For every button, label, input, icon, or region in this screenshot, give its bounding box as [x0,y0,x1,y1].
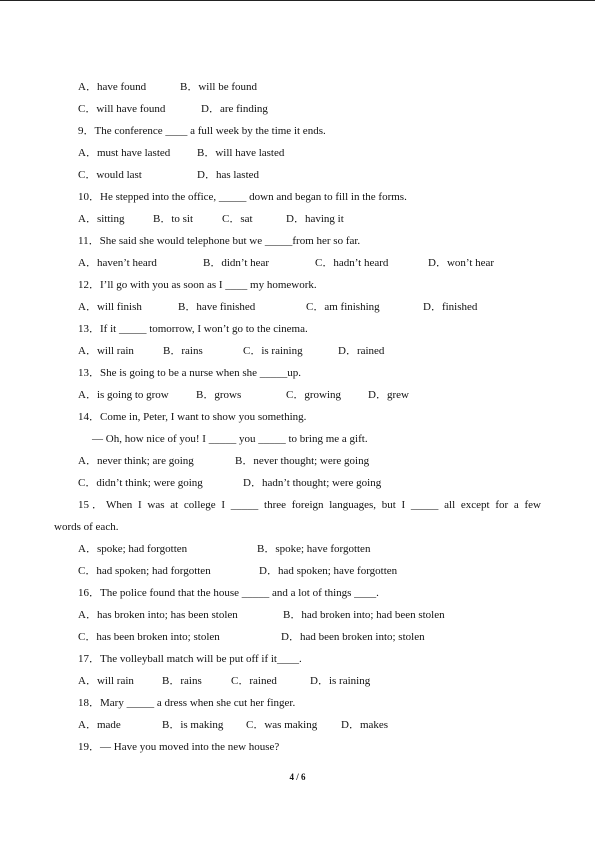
answer-option: D．makes [341,719,389,731]
answer-option: A．will rain [78,675,134,687]
line-text: 13．If it _____ tomorrow, I won’t go to the cinema. [78,323,308,335]
answer-option: A．sitting [78,213,125,225]
answer-option: D．had been broken into; stolen [281,631,425,643]
answer-option: B．have finished [178,301,256,313]
page-number: 4 / 6 [289,772,306,782]
answer-option: A．have found [78,81,147,93]
answer-option: B．rains [163,345,203,357]
answer-option: C．hadn’t heard [315,257,389,269]
answer-option: D．grew [368,389,409,401]
answer-option: C．will have found [78,103,166,115]
answer-option: D．are finding [201,103,268,115]
line-text: — Oh, how nice of you! I _____ you _____ to bring me a gift. [92,433,368,445]
line-text: 15．When I was at college I _____ three foreign languages, but I _____ all except for a few [78,499,541,511]
line-text: 19．— Have you moved into the new house? [78,741,280,753]
answer-option: B．didn’t hear [203,257,270,269]
answer-option: A．must have lasted [78,147,171,159]
answer-option: B．had broken into; had been stolen [283,609,445,621]
answer-option: B．rains [162,675,202,687]
line-text: 12．I’ll go with you as soon as I ____ my homework. [78,279,317,291]
line-text: 18．Mary _____ a dress when she cut her finger. [78,697,296,709]
answer-option: C．was making [246,719,318,731]
answer-option: A．will rain [78,345,134,357]
answer-option: B．is making [162,719,224,731]
answer-option: D．has lasted [197,169,260,181]
answer-option: B．to sit [153,213,194,225]
line-text: 10．He stepped into the office, _____ down and began to fill in the forms. [78,191,407,203]
line-text: 16．The police found that the house _____ and a lot of things ____. [78,587,379,599]
answer-option: C．would last [78,169,142,181]
answer-option: A．haven’t heard [78,257,157,269]
answer-option: C．is raining [243,345,303,357]
answer-option: D．finished [423,301,478,313]
answer-option: A．made [78,719,121,731]
answer-option: B．spoke; have forgotten [257,543,371,555]
line-text: words of each. [54,521,119,533]
answer-option: A．has broken into; has been stolen [78,609,238,621]
answer-option: A．will finish [78,301,142,313]
top-border-rule [0,0,595,1]
line-text: 13．She is going to be a nurse when she _____up. [78,367,302,379]
answer-option: C．growing [286,389,341,401]
answer-option: B．never thought; were going [235,455,370,467]
answer-option: C．rained [231,675,277,687]
answer-option: A．spoke; had forgotten [78,543,188,555]
line-text: 11．She said she would telephone but we _____from her so far. [78,235,361,247]
answer-option: D．rained [338,345,385,357]
answer-option: D．having it [286,213,344,225]
answer-option: B．will have lasted [197,147,285,159]
answer-option: C．am finishing [306,301,380,313]
answer-option: D．hadn’t thought; were going [243,477,382,489]
answer-option: C．didn’t think; were going [78,477,203,489]
answer-option: A．is going to grow [78,389,169,401]
line-text: 17．The volleyball match will be put off if it____. [78,653,302,665]
line-text: 9．The conference ____ a full week by the time it ends. [78,125,326,137]
answer-option: C．has been broken into; stolen [78,631,220,643]
answer-option: D．had spoken; have forgotten [259,565,398,577]
answer-option: D．won’t hear [428,257,495,269]
answer-option: C．sat [222,213,253,225]
answer-option: D．is raining [310,675,371,687]
answer-option: B．will be found [180,81,257,93]
answer-option: C．had spoken; had forgotten [78,565,211,577]
answer-option: A．never think; are going [78,455,194,467]
answer-option: B．grows [196,389,242,401]
line-text: 14．Come in, Peter, I want to show you something. [78,411,307,423]
